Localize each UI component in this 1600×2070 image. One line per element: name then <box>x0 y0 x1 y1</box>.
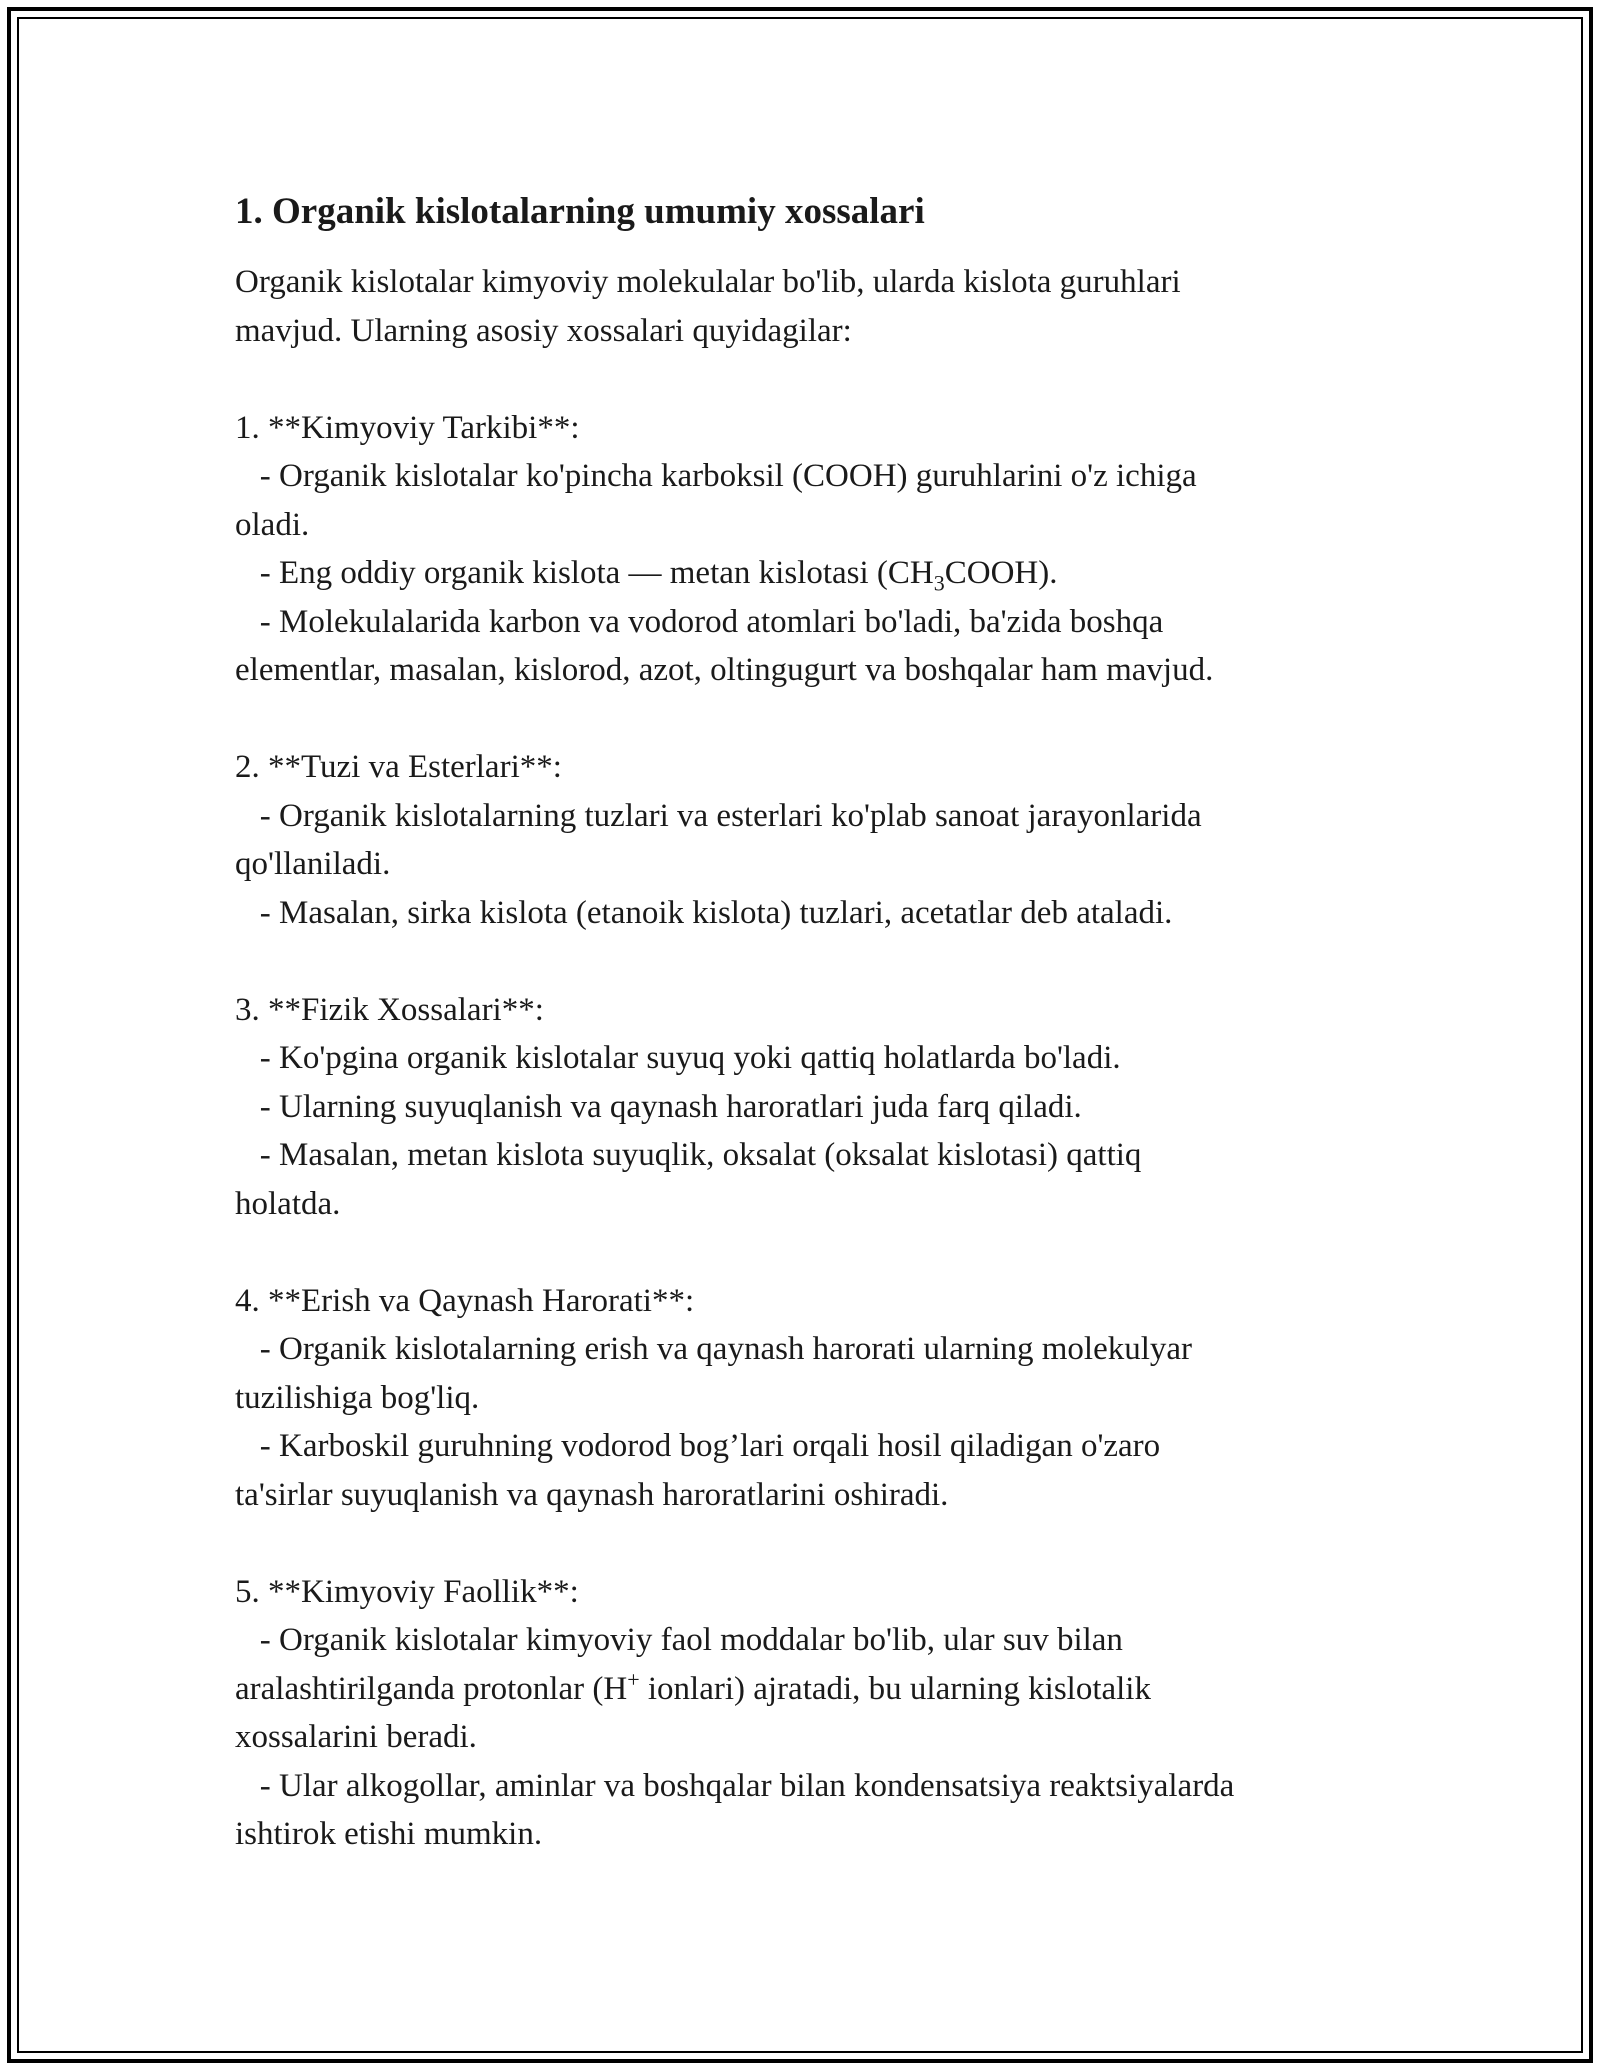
formula-text: ionlari) ajratadi, bu ularning kislotalik <box>639 1670 1151 1707</box>
paragraph-gap <box>235 937 1385 986</box>
section-fizik-xossalari <box>235 986 1385 1229</box>
paragraph-gap <box>235 355 1385 404</box>
section-line: - Organik kislotalarning erish va qaynash harorati ularning molekulyar <box>235 1331 1193 1367</box>
paragraph-gap <box>235 1228 1385 1277</box>
section-erish-va-qaynash <box>235 1277 1385 1520</box>
section-line: tuzilishiga bog'liq. <box>235 1379 480 1416</box>
section-line: qo'llaniladi. <box>235 846 391 882</box>
section-heading: 5. **Kimyoviy Faollik**: <box>235 1573 579 1610</box>
section-line: - Molekulalarida karbon va vodorod atomlari bo'ladi, ba'zida boshqa <box>235 603 1164 640</box>
section-line: - Ko'pgina organik kislotalar suyuq yoki qattiq holatlarda bo'ladi. <box>235 1040 1121 1076</box>
document-title: 1. Organik kislotalarning umumiy xossalari <box>235 191 925 232</box>
formula-text: aralashtirilganda protonlar (H <box>235 1670 628 1707</box>
section-line: - Organik kislotalar ko'pincha karboksil (COOH) guruhlarini o'z ichiga <box>235 458 1197 494</box>
section-line: oladi. <box>235 506 310 543</box>
section-line: ta'sirlar suyuqlanish va qaynash haroratlarini oshiradi. <box>235 1476 949 1513</box>
section-line: xossalarini beradi. <box>235 1719 477 1755</box>
section-line: holatda. <box>235 1185 341 1222</box>
section-heading: 4. **Erish va Qaynash Harorati**: <box>235 1282 695 1319</box>
section-tuzi-va-esterlari <box>235 743 1385 937</box>
formula-text: - Eng oddiy organik kislota — metan kislotasi (CH <box>235 555 934 591</box>
section-line: - Organik kislotalar kimyoviy faol moddalar bo'lib, ular suv bilan <box>235 1622 1123 1658</box>
section-kimyoviy-tarkibi <box>235 404 1385 695</box>
section-kimyoviy-faollik <box>235 1568 1385 1859</box>
section-heading: 3. **Fizik Xossalari**: <box>235 991 544 1028</box>
formula-text: COOH). <box>944 555 1058 591</box>
section-line: - Masalan, sirka kislota (etanoik kislota) tuzlari, acetatlar deb ataladi. <box>235 894 1173 931</box>
intro-line: mavjud. Ularning asosiy xossalari quyidagilar: <box>235 312 852 349</box>
document-body <box>235 188 1385 1859</box>
paragraph-gap <box>235 1519 1385 1568</box>
section-line: - Masalan, metan kislota suyuqlik, oksalat (oksalat kislotasi) qattiq <box>235 1137 1142 1173</box>
section-heading: 1. **Kimyoviy Tarkibi**: <box>235 409 580 446</box>
formula-superscript: + <box>627 1666 640 1692</box>
section-line-formula <box>235 1665 1385 1714</box>
paragraph-gap <box>235 695 1385 744</box>
section-line: ishtirok etishi mumkin. <box>235 1816 543 1852</box>
section-heading: 2. **Tuzi va Esterlari**: <box>235 749 562 785</box>
section-line: - Ularning suyuqlanish va qaynash haroratlari juda farq qiladi. <box>235 1088 1082 1125</box>
section-line: - Karboskil guruhning vodorod bog’lari orqali hosil qiladigan o'zaro <box>235 1428 1161 1464</box>
section-line: - Organik kislotalarning tuzlari va esterlari ko'plab sanoat jarayonlarida <box>235 797 1202 834</box>
section-line: elementlar, masalan, kislorod, azot, oltingugurt va boshqalar ham mavjud. <box>235 652 1214 688</box>
section-line: - Ular alkogollar, aminlar va boshqalar bilan kondensatsiya reaktsiyalarda <box>235 1767 1235 1804</box>
intro-line: Organik kislotalar kimyoviy molekulalar bo'lib, ularda kislota guruhlari <box>235 264 1181 300</box>
section-line-formula <box>235 549 1385 598</box>
formula-subscript: 3 <box>933 570 945 596</box>
